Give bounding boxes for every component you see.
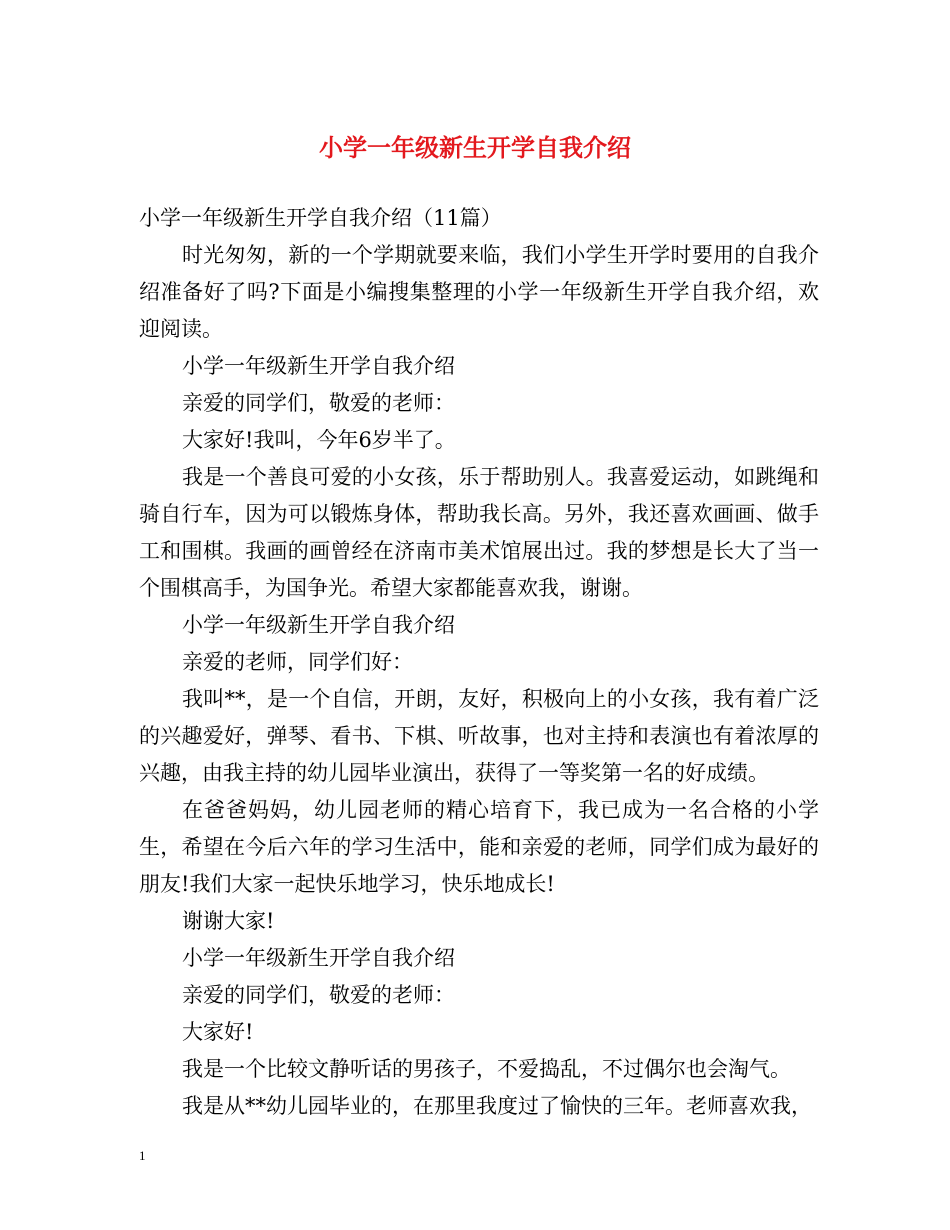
body-paragraph: 大家好!我叫，今年6岁半了。	[182, 428, 456, 452]
greeting-paragraph: 亲爱的同学们，敬爱的老师：	[182, 983, 455, 1007]
body-paragraph: 在爸爸妈妈，幼儿园老师的精心培育下，我已成为一名合格的小学生，希望在今后六年的学习生活中，能和亲爱的老师，同学们成为最好的朋友!我们大家一起快乐地学习，快乐地成长!	[139, 798, 819, 896]
closing-paragraph: 谢谢大家!	[182, 909, 275, 933]
page-number: 1	[139, 1148, 146, 1163]
greeting-paragraph: 亲爱的老师，同学们好：	[182, 650, 413, 674]
document-body	[139, 200, 819, 1125]
subtitle-paragraph: 小学一年级新生开学自我介绍（11篇）	[139, 206, 502, 230]
section-heading: 小学一年级新生开学自我介绍	[182, 613, 455, 637]
body-paragraph: 我是从**幼儿园毕业的，在那里我度过了愉快的三年。老师喜欢我，	[182, 1094, 812, 1118]
section-heading: 小学一年级新生开学自我介绍	[182, 354, 455, 378]
greeting-paragraph: 亲爱的同学们，敬爱的老师：	[182, 391, 455, 415]
body-paragraph: 我叫**，是一个自信，开朗，友好，积极向上的小女孩，我有着广泛的兴趣爱好，弹琴、看书、下棋、听故事，也对主持和表演也有着浓厚的兴趣，由我主持的幼儿园毕业演出，获得了一等奖第一名的好成绩。	[139, 687, 819, 785]
body-paragraph: 我是一个善良可爱的小女孩，乐于帮助别人。我喜爱运动，如跳绳和骑自行车，因为可以锻炼身体，帮助我长高。另外，我还喜欢画画、做手工和围棋。我画的画曾经在济南市美术馆展出过。我的梦想是长大了当一个围棋高手，为国争光。希望大家都能喜欢我，谢谢。	[139, 465, 819, 600]
intro-paragraph: 时光匆匆，新的一个学期就要来临，我们小学生开学时要用的自我介绍准备好了吗?下面是小编搜集整理的小学一年级新生开学自我介绍，欢迎阅读。	[139, 243, 819, 341]
body-paragraph: 我是一个比较文静听话的男孩子，不爱捣乱，不过偶尔也会淘气。	[182, 1057, 791, 1081]
section-heading: 小学一年级新生开学自我介绍	[182, 946, 455, 970]
body-paragraph: 大家好!	[182, 1020, 254, 1044]
document-title: 小学一年级新生开学自我介绍	[319, 133, 631, 162]
